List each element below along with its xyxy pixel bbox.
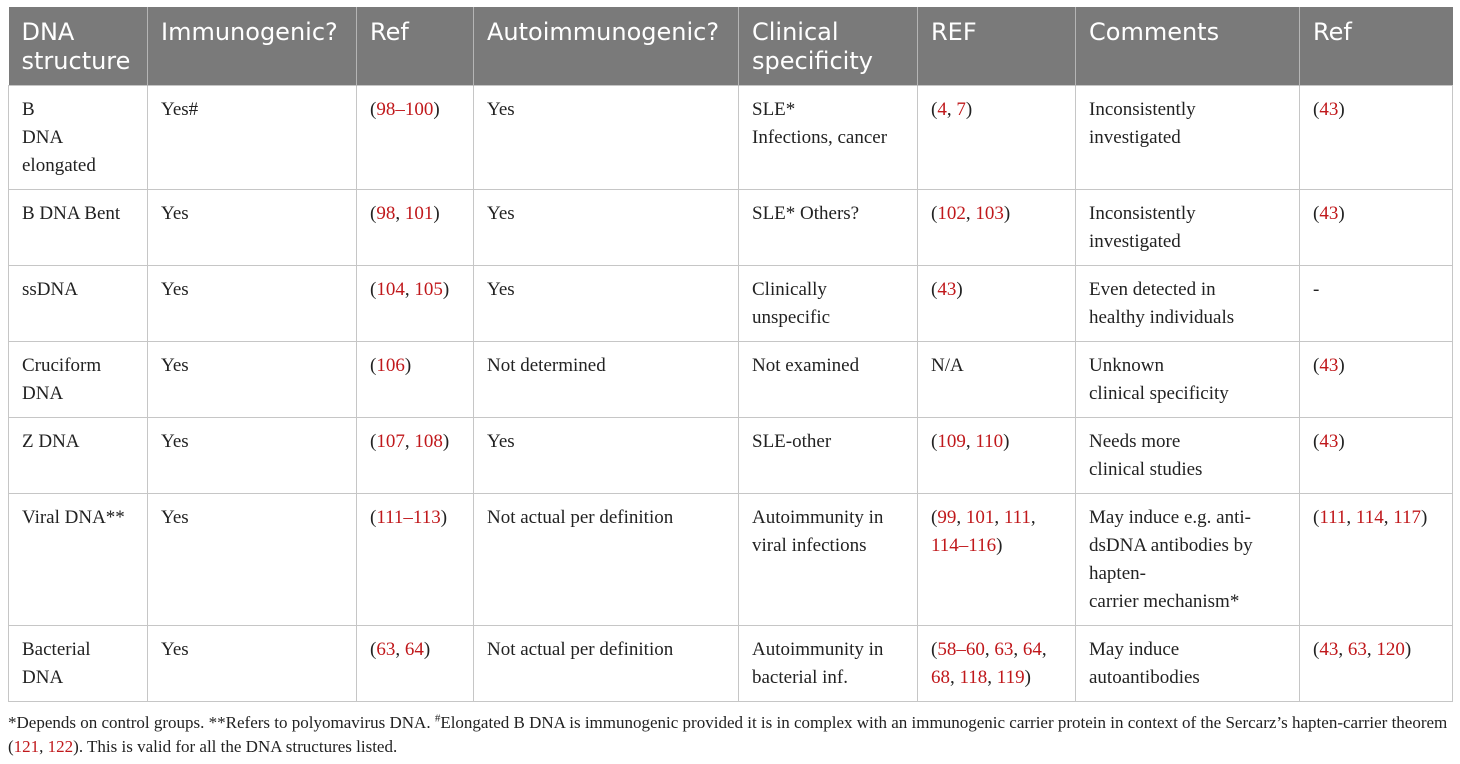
ref-punct: )	[404, 355, 412, 376]
ref-link[interactable]: 122	[47, 737, 74, 756]
table-body	[9, 86, 1453, 702]
cell-ref-3	[1300, 418, 1453, 494]
ref-punct: (	[370, 203, 377, 224]
ref-link[interactable]: 120	[1376, 639, 1405, 660]
ref-link[interactable]: 101	[404, 203, 434, 224]
footnote-sep: ,	[39, 737, 48, 756]
header-dna-structure: DNA structure	[9, 7, 148, 86]
ref-punct: (	[370, 99, 377, 120]
cell-ref-3	[1300, 342, 1453, 418]
ref-punct: ,	[950, 667, 960, 688]
ref-punct: )	[1338, 99, 1345, 120]
cell-immunogenic: Yes	[148, 418, 357, 494]
header-ref-3: Ref	[1300, 7, 1453, 86]
ref-punct: -	[1313, 279, 1320, 300]
dna-structures-table	[8, 7, 1453, 702]
cell-ref-2	[918, 626, 1076, 702]
footnote-text-1: *Depends on control groups. **Refers to polyomavirus DNA.	[8, 713, 435, 732]
ref-link[interactable]: 104	[376, 279, 405, 300]
table-row	[9, 418, 1453, 494]
cell-structure	[9, 190, 148, 266]
ref-punct: ,	[404, 279, 415, 300]
ref-punct: ,	[404, 431, 415, 452]
cell-ref-2	[918, 418, 1076, 494]
table-row	[9, 342, 1453, 418]
cell-comments-line: investigated	[1089, 127, 1181, 148]
cell-comments	[1076, 418, 1300, 494]
ref-punct: ,	[1013, 639, 1023, 660]
cell-comments-line: autoantibodies	[1089, 667, 1200, 688]
ref-punct: )	[433, 99, 440, 120]
cell-immunogenic: Yes#	[148, 86, 357, 190]
cell-ref	[357, 266, 474, 342]
table-row	[9, 86, 1453, 190]
ref-link[interactable]: 111	[1003, 507, 1031, 528]
cell-ref	[357, 494, 474, 626]
ref-link[interactable]: 43	[1319, 639, 1339, 660]
cell-immunogenic: Yes	[148, 342, 357, 418]
cell-ref	[357, 342, 474, 418]
ref-punct: )	[1338, 355, 1345, 376]
ref-link[interactable]: 4	[937, 99, 947, 120]
cell-ref-2	[918, 494, 1076, 626]
cell-comments-line: Needs more	[1089, 431, 1181, 452]
cell-ref	[357, 86, 474, 190]
ref-link[interactable]: 99	[937, 507, 957, 528]
cell-structure-line: ssDNA	[22, 279, 78, 300]
cell-ref-3	[1300, 266, 1453, 342]
ref-link[interactable]: 63	[994, 639, 1014, 660]
ref-link[interactable]: 64	[404, 639, 424, 660]
cell-structure-line: DNA	[22, 667, 64, 688]
ref-punct: ,	[395, 203, 405, 224]
cell-clinical-specificity	[739, 342, 918, 418]
ref-link[interactable]: 43	[1319, 355, 1339, 376]
cell-clinical-specificity	[739, 266, 918, 342]
header-row	[9, 7, 1453, 86]
cell-comments-line: Inconsistently	[1089, 203, 1196, 224]
ref-punct: (	[370, 507, 377, 528]
ref-punct: )	[965, 99, 973, 120]
cell-autoimmunogenic: Yes	[474, 266, 739, 342]
cell-clinical-specificity-line: Clinically	[752, 279, 827, 300]
cell-clinical-specificity-line: Autoimmunity in	[752, 507, 884, 528]
cell-clinical-specificity	[739, 86, 918, 190]
cell-immunogenic: Yes	[148, 266, 357, 342]
cell-structure-line: DNA	[22, 127, 64, 148]
ref-punct: )	[1404, 639, 1412, 660]
cell-clinical-specificity-line: Infections, cancer	[752, 127, 888, 148]
cell-comments	[1076, 626, 1300, 702]
ref-punct: (	[1313, 507, 1320, 528]
ref-link[interactable]: 7	[956, 99, 966, 120]
cell-structure	[9, 266, 148, 342]
table-row	[9, 626, 1453, 702]
cell-comments-line: Unknown	[1089, 355, 1164, 376]
ref-punct: ,	[1041, 639, 1047, 660]
cell-structure-line: Z DNA	[22, 431, 80, 452]
table-row	[9, 494, 1453, 626]
ref-punct: )	[440, 507, 448, 528]
ref-punct: ,	[946, 99, 957, 120]
cell-autoimmunogenic: Not actual per definition	[474, 626, 739, 702]
cell-structure	[9, 626, 148, 702]
cell-clinical-specificity-line: SLE* Others?	[752, 203, 860, 224]
ref-link[interactable]: 98	[376, 203, 396, 224]
cell-structure-line: elongated	[22, 155, 96, 176]
ref-link[interactable]: 111–113	[376, 507, 441, 528]
ref-punct: ,	[965, 203, 976, 224]
cell-structure-line: B	[22, 99, 35, 120]
ref-punct: (	[1313, 431, 1320, 452]
cell-clinical-specificity-line: Autoimmunity in	[752, 639, 884, 660]
ref-link[interactable]: 43	[1319, 99, 1339, 120]
ref-punct: ,	[1338, 639, 1348, 660]
ref-punct: )	[1338, 203, 1345, 224]
cell-comments-line: clinical studies	[1089, 459, 1203, 480]
ref-punct: )	[442, 279, 450, 300]
cell-autoimmunogenic: Yes	[474, 418, 739, 494]
header-immunogenic: Immunogenic?	[148, 7, 357, 86]
footnote-text-3: ). This is valid for all the DNA structures listed.	[73, 737, 398, 756]
ref-punct: ,	[395, 639, 405, 660]
cell-immunogenic: Yes	[148, 190, 357, 266]
ref-punct: (	[370, 431, 377, 452]
header-clinical-specificity: Clinical specificity	[739, 7, 918, 86]
ref-link[interactable]: 121	[13, 737, 40, 756]
cell-ref-2	[918, 190, 1076, 266]
cell-clinical-specificity	[739, 494, 918, 626]
cell-autoimmunogenic: Yes	[474, 86, 739, 190]
ref-link[interactable]: 43	[1319, 203, 1339, 224]
ref-punct: ,	[1030, 507, 1036, 528]
cell-ref-3	[1300, 190, 1453, 266]
ref-punct: ,	[994, 507, 1004, 528]
ref-link[interactable]: 106	[376, 355, 405, 376]
ref-punct: (	[370, 279, 377, 300]
cell-clinical-specificity-line: SLE-other	[752, 431, 832, 452]
ref-link[interactable]: 43	[1319, 431, 1339, 452]
cell-ref	[357, 626, 474, 702]
footnote-text-2: Elongated B DNA is immunogenic provided it is in complex with an immunogenic carrier protein in context of the Sercarz’s hapten-carrier theorem (	[8, 713, 1448, 756]
ref-punct: ,	[956, 507, 966, 528]
cell-ref-2	[918, 342, 1076, 418]
ref-punct: N/A	[931, 355, 964, 376]
cell-ref-3	[1300, 626, 1453, 702]
ref-punct: ,	[1346, 507, 1356, 528]
ref-link[interactable]: 110	[975, 431, 1004, 452]
ref-punct: (	[931, 99, 938, 120]
cell-clinical-specificity-line: SLE*	[752, 99, 796, 120]
cell-clinical-specificity-line: Not examined	[752, 355, 860, 376]
ref-punct: )	[996, 535, 1003, 556]
cell-clinical-specificity	[739, 418, 918, 494]
ref-link[interactable]: 107	[376, 431, 405, 452]
ref-punct: (	[931, 203, 938, 224]
ref-punct: ,	[1383, 507, 1394, 528]
cell-comments	[1076, 494, 1300, 626]
cell-ref-3	[1300, 86, 1453, 190]
ref-punct: (	[1313, 639, 1320, 660]
cell-ref-2	[918, 86, 1076, 190]
header-ref: Ref	[357, 7, 474, 86]
ref-punct: (	[931, 507, 938, 528]
cell-ref	[357, 190, 474, 266]
ref-punct: (	[1313, 203, 1320, 224]
ref-punct: ,	[984, 639, 995, 660]
cell-ref-3	[1300, 494, 1453, 626]
table-container	[8, 7, 1452, 702]
cell-comments-line: clinical specificity	[1089, 383, 1229, 404]
ref-link[interactable]: 102	[937, 203, 966, 224]
cell-comments-line: carrier mechanism*	[1089, 591, 1240, 612]
ref-link[interactable]: 43	[937, 279, 957, 300]
ref-link[interactable]: 63	[376, 639, 396, 660]
table-row	[9, 190, 1453, 266]
ref-punct: )	[1024, 667, 1031, 688]
cell-comments-line: Inconsistently	[1089, 99, 1196, 120]
cell-ref	[357, 418, 474, 494]
header-autoimmunogenic: Autoimmunogenic?	[474, 7, 739, 86]
cell-clinical-specificity	[739, 626, 918, 702]
cell-ref-2	[918, 266, 1076, 342]
ref-punct: )	[956, 279, 963, 300]
cell-comments-line: dsDNA antibodies by	[1089, 535, 1253, 556]
ref-link[interactable]: 103	[975, 203, 1004, 224]
table-row	[9, 266, 1453, 342]
cell-comments	[1076, 266, 1300, 342]
ref-link[interactable]: 117	[1393, 507, 1422, 528]
ref-link[interactable]: 111	[1319, 507, 1347, 528]
cell-comments	[1076, 190, 1300, 266]
ref-link[interactable]: 101	[965, 507, 995, 528]
ref-punct: )	[442, 431, 450, 452]
cell-comments-line: investigated	[1089, 231, 1181, 252]
cell-comments	[1076, 86, 1300, 190]
ref-link[interactable]: 63	[1347, 639, 1367, 660]
ref-punct: (	[1313, 355, 1320, 376]
ref-punct: ,	[965, 431, 976, 452]
cell-clinical-specificity-line: bacterial inf.	[752, 667, 849, 688]
cell-clinical-specificity	[739, 190, 918, 266]
cell-comments	[1076, 342, 1300, 418]
ref-punct: )	[1338, 431, 1345, 452]
header-ref-2: REF	[918, 7, 1076, 86]
ref-link[interactable]: 68	[931, 667, 950, 688]
cell-comments-line: hapten-	[1089, 563, 1146, 584]
ref-punct: )	[1003, 431, 1010, 452]
cell-structure	[9, 342, 148, 418]
ref-punct: ,	[1366, 639, 1377, 660]
cell-comments-line: May induce	[1089, 639, 1180, 660]
ref-punct: )	[433, 203, 440, 224]
ref-punct: (	[370, 355, 377, 376]
cell-structure-line: DNA	[22, 383, 64, 404]
cell-comments-line: Even detected in	[1089, 279, 1216, 300]
cell-clinical-specificity-line: unspecific	[752, 307, 831, 328]
ref-punct: )	[1003, 203, 1011, 224]
ref-link[interactable]: 105	[414, 279, 443, 300]
ref-punct: (	[1313, 99, 1320, 120]
cell-immunogenic: Yes	[148, 494, 357, 626]
ref-link[interactable]: 114	[1355, 507, 1384, 528]
ref-link[interactable]: 108	[414, 431, 443, 452]
ref-punct: )	[423, 639, 431, 660]
cell-structure-line: Cruciform	[22, 355, 102, 376]
cell-structure-line: Bacterial	[22, 639, 91, 660]
cell-autoimmunogenic: Not actual per definition	[474, 494, 739, 626]
ref-link[interactable]: 119	[996, 667, 1025, 688]
cell-comments-line: healthy individuals	[1089, 307, 1235, 328]
cell-clinical-specificity-line: viral infections	[752, 535, 867, 556]
ref-punct: ,	[987, 667, 997, 688]
header-comments: Comments	[1076, 7, 1300, 86]
cell-autoimmunogenic: Not determined	[474, 342, 739, 418]
cell-structure-line: B DNA Bent	[22, 203, 121, 224]
ref-link[interactable]: 64	[1022, 639, 1042, 660]
ref-link[interactable]: 98–100	[376, 99, 434, 120]
ref-punct: )	[1421, 507, 1428, 528]
ref-punct: (	[931, 279, 938, 300]
cell-structure	[9, 418, 148, 494]
ref-link[interactable]: 114–116	[931, 535, 997, 556]
cell-structure	[9, 494, 148, 626]
cell-structure	[9, 86, 148, 190]
ref-link[interactable]: 118	[959, 667, 988, 688]
cell-immunogenic: Yes	[148, 626, 357, 702]
footnote-hash: #	[434, 712, 441, 725]
cell-structure-line: Viral DNA**	[22, 507, 125, 528]
ref-punct: (	[931, 431, 938, 452]
cell-comments-line: May induce e.g. anti-	[1089, 507, 1251, 528]
table-footnote	[8, 711, 1452, 759]
ref-punct: (	[931, 639, 938, 660]
ref-link[interactable]: 109	[937, 431, 966, 452]
cell-autoimmunogenic: Yes	[474, 190, 739, 266]
ref-punct: (	[370, 639, 377, 660]
ref-link[interactable]: 58–60	[937, 639, 985, 660]
